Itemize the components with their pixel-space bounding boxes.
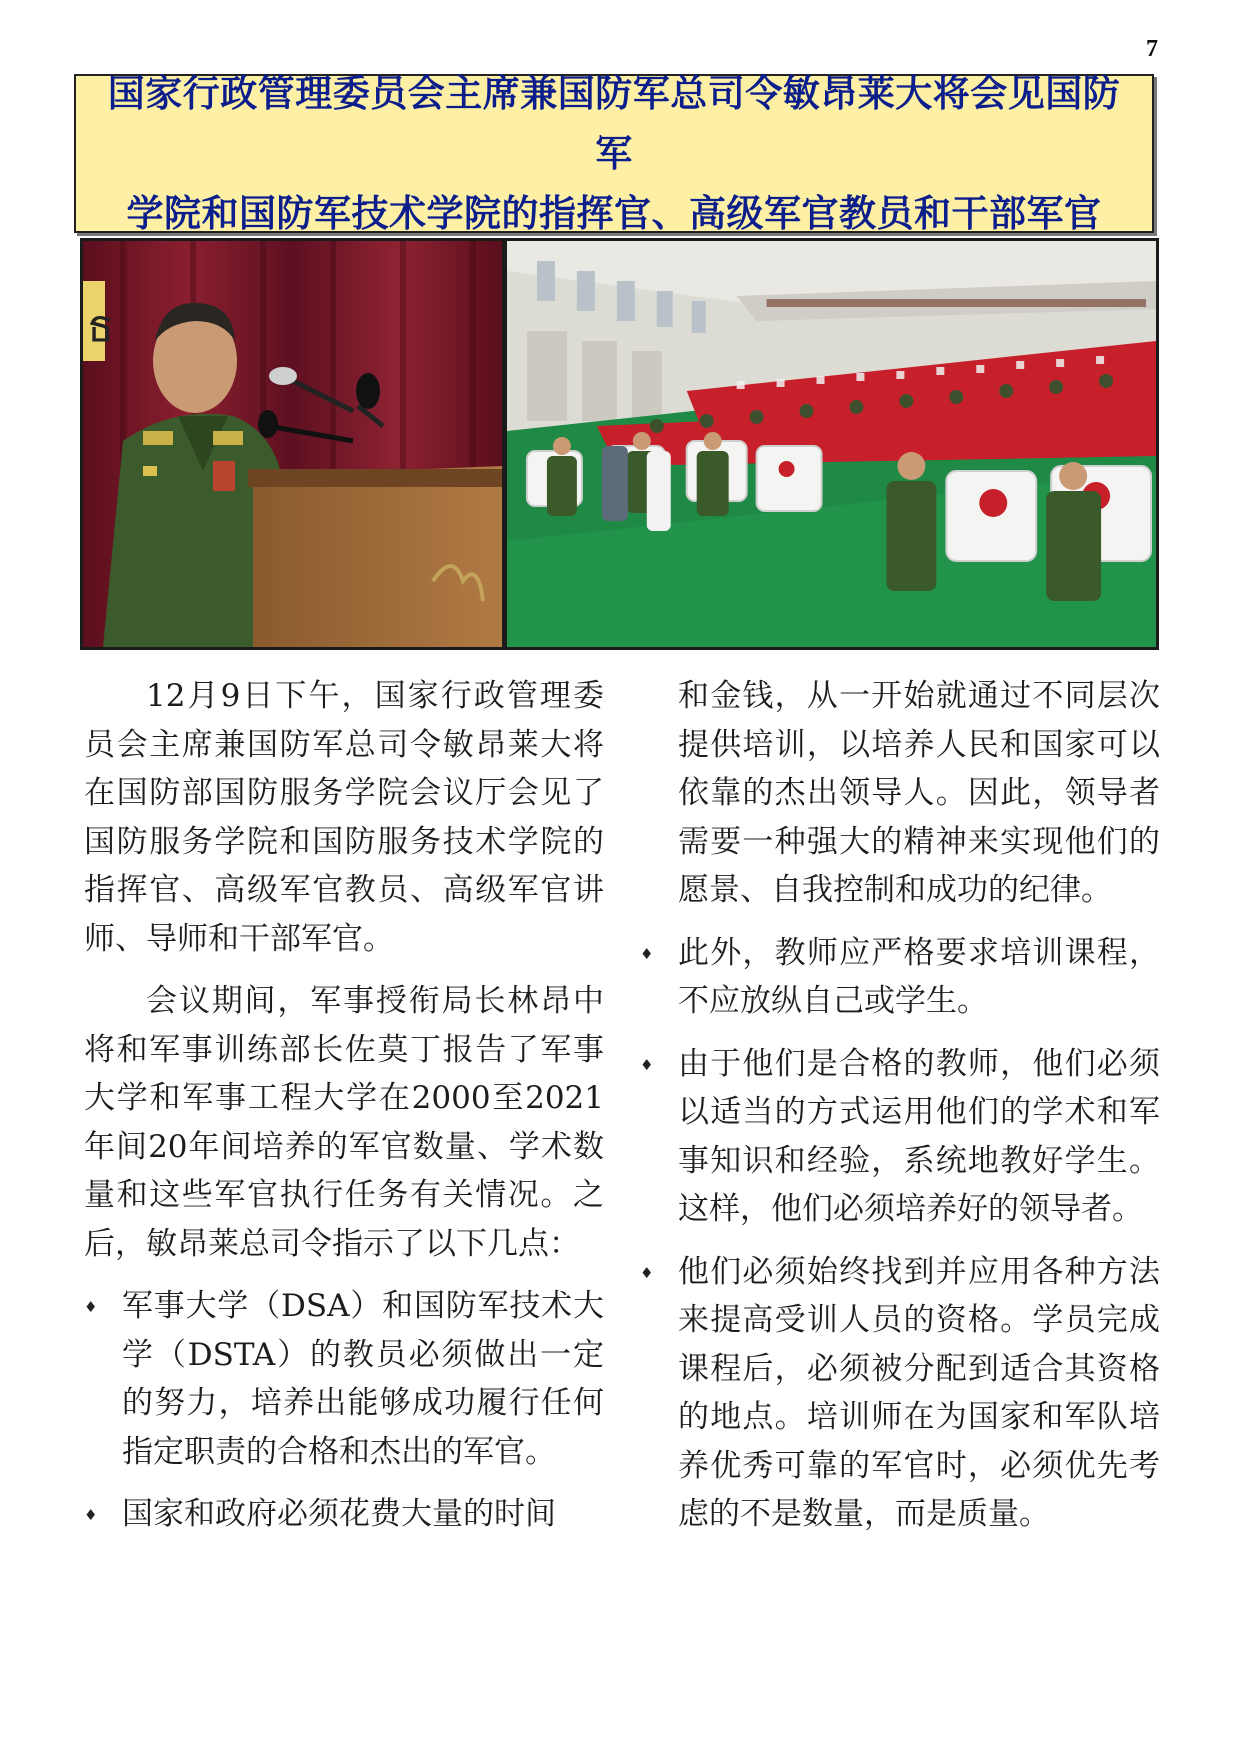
- wall-sign: ธ: [87, 301, 114, 352]
- list-item-text: 此外，教师应严格要求培训课程，不应放纵自己或学生。: [678, 934, 1160, 1019]
- list-item-text: 国家和政府必须花费大量的时间: [122, 1496, 556, 1532]
- diamond-bullet-icon: ♦: [640, 1055, 654, 1074]
- headline-line-2: 学院和国防军技术学院的指挥官、高级军官教员和干部军官: [126, 191, 1102, 235]
- list-item-text: 军事大学（DSA）和国防军技术大学（DSTA）的教员必须做出一定的努力，培养出能够成功履行任何指定职责的合格和杰出的军官。: [122, 1288, 604, 1470]
- list-item: [640, 1248, 1160, 1539]
- list-item-text: 由于他们是合格的教师，他们必须以适当的方式运用他们的学术和军事知识和经验，系统地教好学生。这样，他们必须培养好的领导者。: [678, 1045, 1160, 1227]
- article-paragraph-2: 会议期间，军事授衔局长林昂中将和军事训练部长佐莫丁报告了军事大学和军事工程大学在2000至2021年间20年间培养的军官数量、学术数量和这些军官执行任务有关情况。之后，敏昂莱总司令指示了以下几点：: [84, 983, 604, 1262]
- article-column-left: [84, 672, 604, 1553]
- headline: [76, 64, 1152, 244]
- speaker-photo: [83, 241, 502, 647]
- list-item-text: 他们必须始终找到并应用各种方法来提高受训人员的资格。学员完成课程后，必须被分配到适合其资格的地点。培训师在为国家和军队培养优秀可靠的军官时，必须优先考虑的不是数量，而是质量。: [678, 1253, 1160, 1532]
- article-column-right: [640, 672, 1160, 1553]
- page-number: 7: [1146, 36, 1158, 62]
- headline-line-1: 国家行政管理委员会主席兼国防军总司令敏昂莱大将会见国防军: [107, 71, 1121, 175]
- list-item: [640, 1040, 1160, 1234]
- photo-strip: [80, 238, 1159, 650]
- speaker-illustration: [83, 241, 502, 647]
- instruction-list-right: [640, 929, 1160, 1539]
- list-item: [84, 1490, 604, 1539]
- diamond-bullet-icon: ♦: [640, 944, 654, 963]
- article-paragraph-1: 12月9日下午，国家行政管理委员会主席兼国防军总司令敏昂莱大将在国防部国防服务学院会议厅会见了国防服务学院和国防服务技术学院的指挥官、高级军官教员、高级军官讲师、导师和干部军官。: [84, 678, 604, 957]
- headline-box: [74, 71, 1154, 235]
- instruction-list-left: [84, 1282, 604, 1539]
- diamond-bullet-icon: ♦: [84, 1298, 98, 1316]
- diamond-bullet-icon: ♦: [640, 1263, 654, 1282]
- audience-photo: [507, 241, 1156, 647]
- auditorium-illustration: [507, 241, 1156, 647]
- list-item: [84, 1282, 604, 1476]
- bullet-continuation: 和金钱，从一开始就通过不同层次提供培训，以培养人民和国家可以依靠的杰出领导人。因此，领导者需要一种强大的精神来实现他们的愿景、自我控制和成功的纪律。: [678, 678, 1160, 908]
- list-item: [640, 929, 1160, 1026]
- diamond-bullet-icon: ♦: [84, 1506, 98, 1524]
